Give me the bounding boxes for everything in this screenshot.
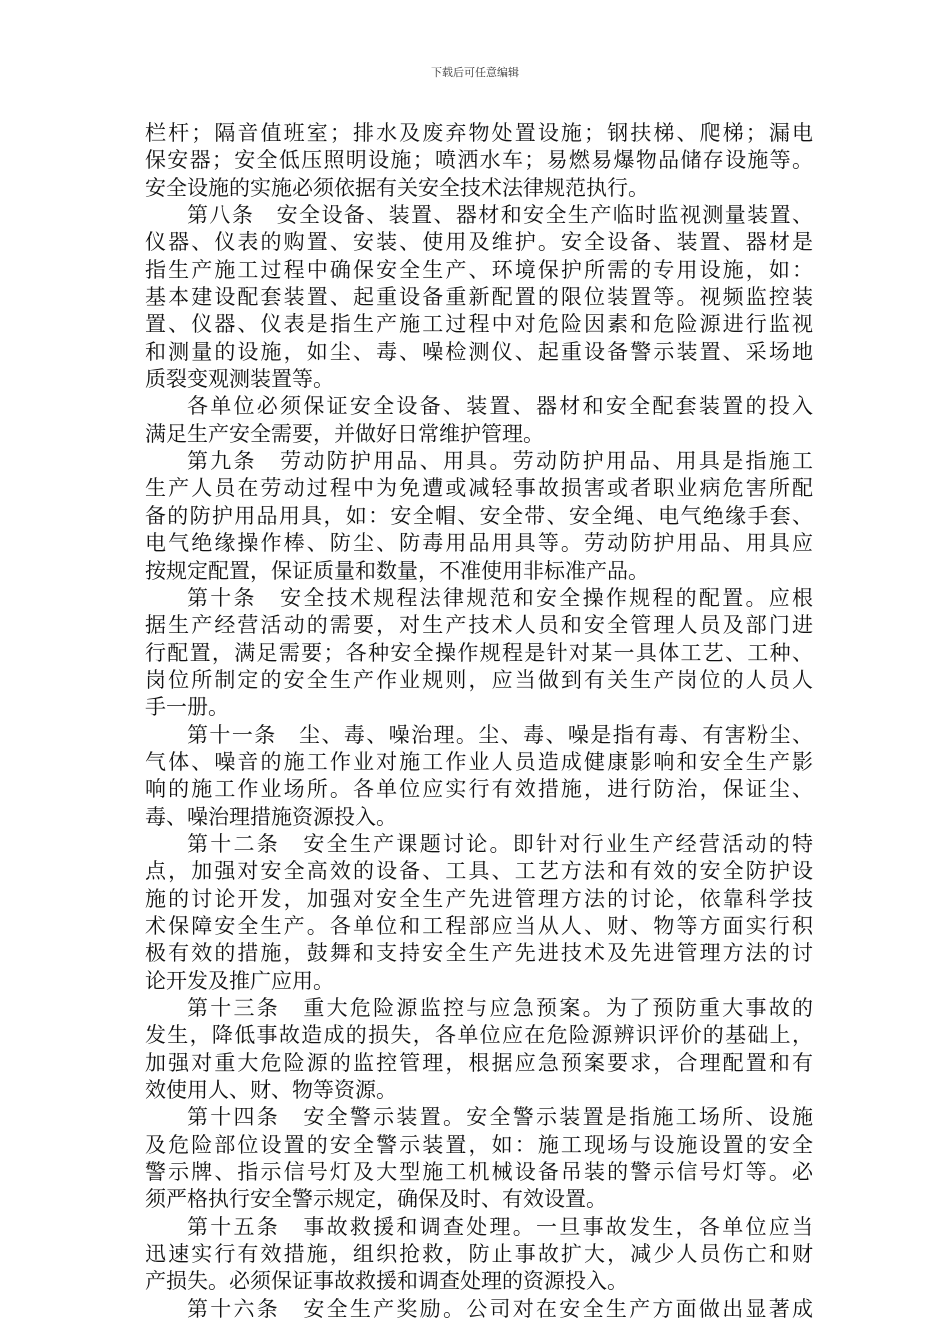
text-line: 和测量的设施，如尘、毒、噪检测仪、起重设备警示装置、采场地 [145, 339, 813, 364]
text-line: 气体、噪音的施工作业对施工作业人员造成健康影响和安全生产影 [145, 749, 813, 774]
text-line: 据生产经营活动的需要，对生产技术人员和安全管理人员及部门进 [145, 613, 813, 638]
article-15-heading-line: 第十五条 事故救援和调查处理。一旦事故发生，各单位应当 [187, 1214, 813, 1239]
text-line: 行配置，满足需要；各种安全操作规程是针对某一具体工艺、工种、 [145, 640, 813, 665]
article-16-heading-line: 第十六条 安全生产奖励。公司对在安全生产方面做出显著成 [187, 1296, 813, 1321]
text-line: 响的施工作业场所。各单位应实行有效措施，进行防治，保证尘、 [145, 777, 813, 802]
article-11-heading-line: 第十一条 尘、毒、噪治理。尘、毒、噪是指有毒、有害粉尘、 [187, 722, 813, 747]
text-line: 安全设施的实施必须依据有关安全技术法律规范执行。 [145, 175, 649, 200]
text-line: 术保障安全生产。各单位和工程部应当从人、财、物等方面实行积 [145, 913, 813, 938]
text-line: 指生产施工过程中确保安全生产、环境保护所需的专用设施，如： [145, 257, 813, 282]
text-line: 质裂变观测装置等。 [145, 367, 334, 392]
text-line: 发生，降低事故造成的损失，各单位应在危险源辨识评价的基础上， [145, 1023, 813, 1048]
article-12-heading-line: 第十二条 安全生产课题讨论。即针对行业生产经营活动的特 [187, 831, 813, 856]
text-line: 生产人员在劳动过程中为免遭或减轻事故损害或者职业病危害所配 [145, 476, 813, 501]
text-line: 仪器、仪表的购置、安装、使用及维护。安全设备、装置、器材是 [145, 230, 813, 255]
text-line: 警示牌、指示信号灯及大型施工机械设备吊装的警示信号灯等。必 [145, 1160, 813, 1185]
article-9-heading-line: 第九条 劳动防护用品、用具。劳动防护用品、用具是指施工 [187, 449, 813, 474]
text-line: 迅速实行有效措施，组织抢救，防止事故扩大，减少人员伤亡和财 [145, 1242, 813, 1267]
article-8-heading-line: 第八条 安全设备、装置、器材和安全生产临时监视测量装置、 [187, 203, 813, 228]
text-line: 产损失。必须保证事故救援和调查处理的资源投入。 [145, 1269, 628, 1294]
text-line: 加强对重大危险源的监控管理，根据应急预案要求，合理配置和有 [145, 1050, 813, 1075]
article-13-heading-line: 第十三条 重大危险源监控与应急预案。为了预防重大事故的 [187, 996, 813, 1020]
text-line: 满足生产安全需要，并做好日常维护管理。 [145, 421, 544, 446]
text-line: 须严格执行安全警示规定，确保及时、有效设置。 [145, 1187, 607, 1212]
paragraph-start-line: 各单位必须保证安全设备、装置、器材和安全配套装置的投入 [187, 394, 813, 419]
text-line: 论开发及推广应用。 [145, 968, 334, 993]
text-line: 毒、噪治理措施资源投入。 [145, 804, 397, 829]
text-line: 效使用人、财、物等资源。 [145, 1078, 397, 1103]
text-line: 施的讨论开发，加强对安全生产先进管理方法的讨论，依靠科学技 [145, 886, 813, 911]
document-body [145, 120, 813, 1323]
text-line: 基本建设配套装置、起重设备重新配置的限位装置等。视频监控装 [145, 285, 813, 310]
page-header-note: 下载后可任意编辑 [431, 66, 519, 79]
article-10-heading-line: 第十条 安全技术规程法律规范和安全操作规程的配置。应根 [187, 585, 813, 610]
text-line: 栏杆；隔音值班室；排水及废弃物处置设施；钢扶梯、爬梯；漏电 [145, 121, 813, 145]
article-14-heading-line: 第十四条 安全警示装置。安全警示装置是指施工场所、设施 [187, 1105, 813, 1130]
text-line: 置、仪器、仪表是指生产施工过程中对危险因素和危险源进行监视 [145, 312, 813, 337]
text-line: 电气绝缘操作棒、防尘、防毒用品用具等。劳动防护用品、用具应 [145, 531, 813, 556]
text-line: 保安器；安全低压照明设施；喷洒水车；易燃易爆物品储存设施等。 [145, 148, 813, 173]
text-line: 手一册。 [145, 695, 229, 720]
text-line: 点，加强对安全高效的设备、工具、工艺方法和有效的安全防护设 [145, 859, 813, 884]
text-line: 及危险部位设置的安全警示装置，如：施工现场与设施设置的安全 [145, 1132, 813, 1157]
text-line: 极有效的措施，鼓舞和支持安全生产先进技术及先进管理方法的讨 [145, 941, 813, 966]
text-line: 备的防护用品用具，如：安全帽、安全带、安全绳、电气绝缘手套、 [145, 503, 813, 528]
text-line: 按规定配置，保证质量和数量，不准使用非标准产品。 [145, 558, 649, 583]
text-line: 岗位所制定的安全生产作业规则，应当做到有关生产岗位的人员人 [145, 667, 813, 692]
